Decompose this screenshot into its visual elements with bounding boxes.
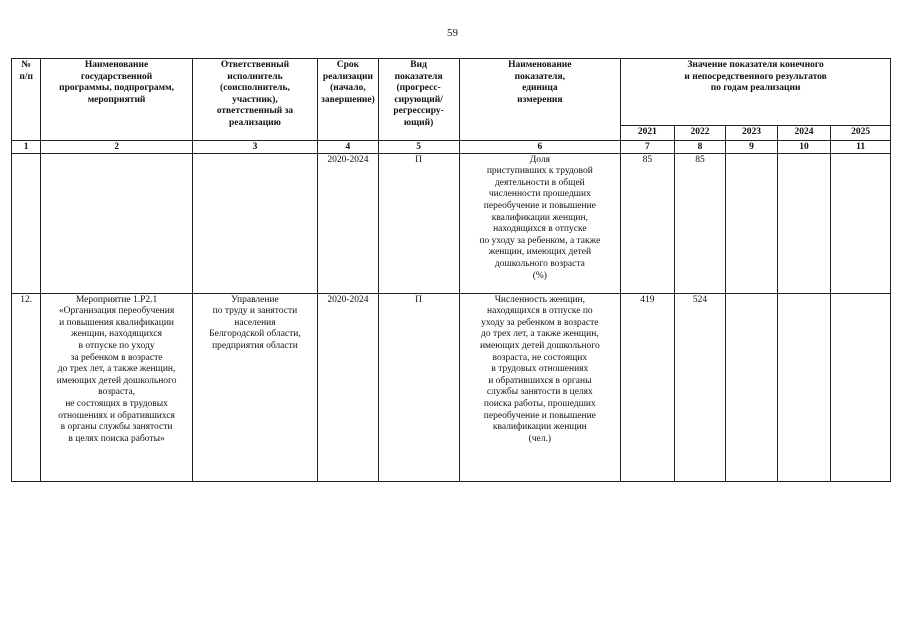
- row-value-2024: [777, 293, 831, 481]
- header-term: Срок реализации (начало, завершение): [318, 59, 379, 141]
- row-value-2021: 419: [621, 293, 675, 481]
- row-executor: [192, 153, 317, 293]
- column-number: 1: [12, 140, 41, 153]
- header-indicator-name: Наименование показателя, единица измерения: [459, 59, 621, 141]
- row-value-2025: [831, 153, 891, 293]
- column-number: 7: [621, 140, 675, 153]
- table-row: [12, 153, 891, 293]
- header-indicator-type: Вид показателя (прогресс- сирующий/ регрессиру- ющий): [378, 59, 459, 141]
- row-value-2023: [726, 153, 778, 293]
- row-value-2024: [777, 153, 831, 293]
- row-number: [12, 153, 41, 293]
- header-year: 2024: [777, 126, 831, 141]
- table-row: [12, 293, 891, 481]
- column-number: 6: [459, 140, 621, 153]
- header-program-name: Наименование государственной программы, подпрограмм, мероприятий: [41, 59, 193, 141]
- row-program-name: Мероприятие 1.Р2.1 «Организация переобучения и повышения квалификации женщин, находящихся в отпуске по уходу за ребенком в возрасте до трех лет, а также женщин, имеющих детей дошкольного возраста, не состоящих в трудовых отношениях и обратившихся в органы службы занятости в целях поиска работы»: [41, 293, 193, 481]
- row-value-2021: 85: [621, 153, 675, 293]
- row-program-name: [41, 153, 193, 293]
- row-number: 12.: [12, 293, 41, 481]
- row-term: 2020-2024: [318, 153, 379, 293]
- header-executor: Ответственный исполнитель (соисполнитель, участник), ответственный за реализацию: [192, 59, 317, 141]
- column-number: 4: [318, 140, 379, 153]
- column-number-row: [12, 140, 891, 153]
- header-year: 2025: [831, 126, 891, 141]
- page-number: 59: [447, 27, 458, 39]
- column-number: 11: [831, 140, 891, 153]
- row-indicator-type: П: [378, 153, 459, 293]
- column-number: 3: [192, 140, 317, 153]
- column-number: 2: [41, 140, 193, 153]
- column-number: 5: [378, 140, 459, 153]
- row-value-2022: 524: [674, 293, 726, 481]
- row-value-2025: [831, 293, 891, 481]
- column-number: 9: [726, 140, 778, 153]
- header-year: 2021: [621, 126, 675, 141]
- header-no: № п/п: [12, 59, 41, 141]
- row-term: 2020-2024: [318, 293, 379, 481]
- row-indicator-type: П: [378, 293, 459, 481]
- header-values-by-year: Значение показателя конечного и непосредственного результатов по годам реализации: [621, 59, 891, 126]
- header-year: 2023: [726, 126, 778, 141]
- row-indicator-name: Доля приступивших к трудовой деятельности в общей численности прошедших переобучение и повышение квалификации женщин, находящихся в отпуске по уходу за ребенком, а также женщин, имеющих детей дошкольного возраста (%): [459, 153, 621, 293]
- header-year: 2022: [674, 126, 726, 141]
- header-row: [12, 59, 891, 126]
- row-value-2023: [726, 293, 778, 481]
- column-number: 8: [674, 140, 726, 153]
- program-indicators-table: [11, 58, 891, 482]
- column-number: 10: [777, 140, 831, 153]
- row-value-2022: 85: [674, 153, 726, 293]
- row-executor: Управление по труду и занятости населения Белгородской области, предприятия области: [192, 293, 317, 481]
- row-indicator-name: Численность женщин, находящихся в отпуске по уходу за ребенком в возрасте до трех лет, а также женщин, имеющих детей дошкольного возраста, не состоящих в трудовых отношениях и обратившихся в органы службы занятости в целях поиска работы, прошедших переобучение и повышение квалификации женщин (чел.): [459, 293, 621, 481]
